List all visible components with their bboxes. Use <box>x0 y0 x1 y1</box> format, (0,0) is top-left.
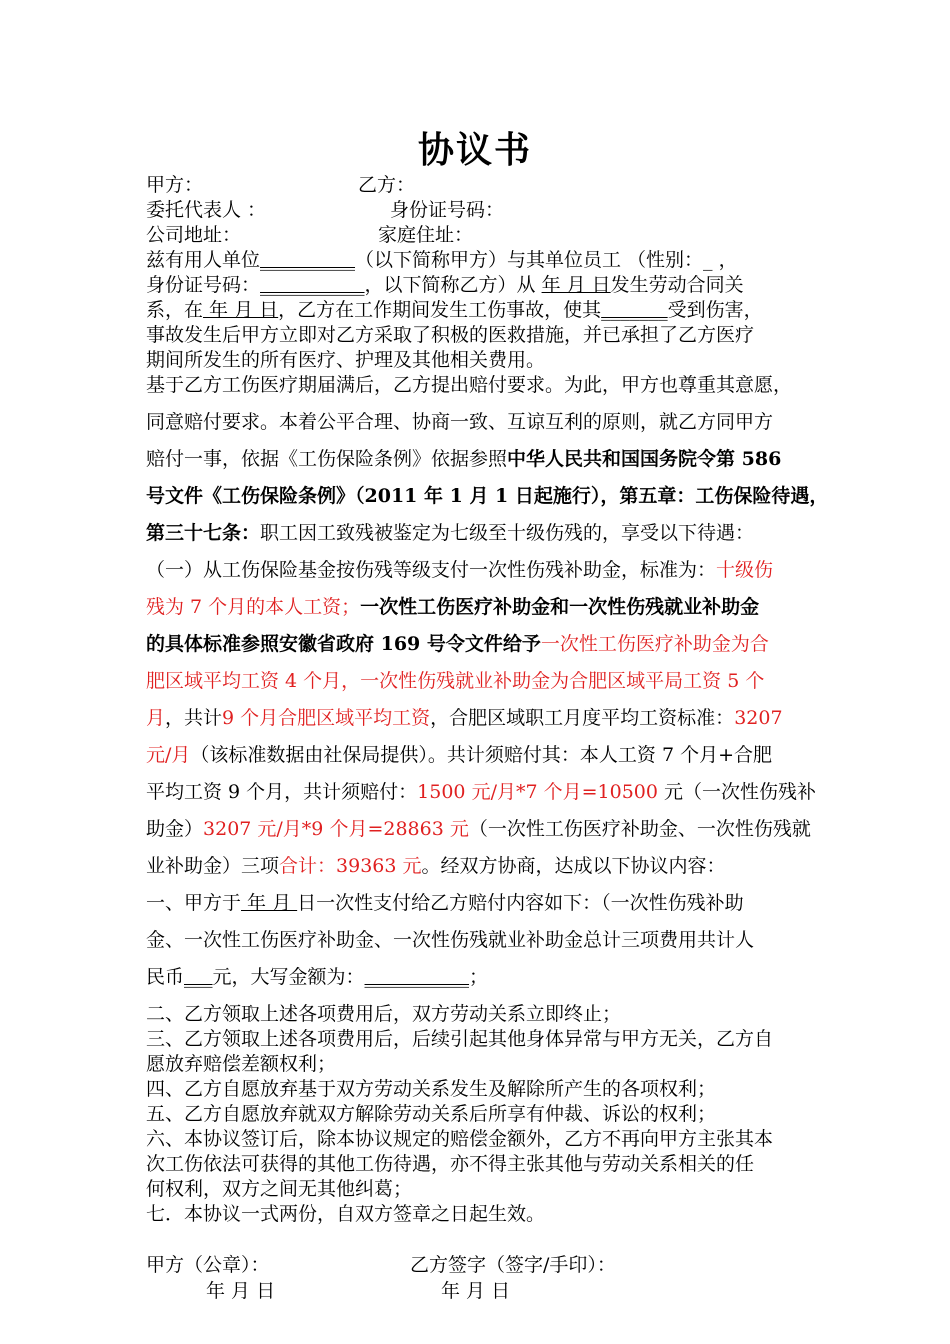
text-segment: 残为 7 个月的本人工资； <box>146 596 361 618</box>
text-segment: 民币 <box>146 966 185 988</box>
text-segment: 四、乙方自愿放弃基于双方劳动关系发生及解除所产生的各项权利； <box>146 1078 717 1100</box>
text-segment: 业补助金）三项 <box>146 855 280 877</box>
body-line <box>146 1024 816 1051</box>
text-segment: 五、乙方自愿放弃就双方解除劳动关系后所享有仲裁、诉讼的权利； <box>146 1103 717 1125</box>
blank-field: 年 月 日 <box>541 274 611 296</box>
body-line <box>146 444 816 471</box>
body-line <box>146 851 816 878</box>
text-segment: 何权利，双方之间无其他纠葛； <box>146 1178 413 1200</box>
blank-field: 年 月 <box>241 892 298 914</box>
text-segment: 1500 元/月*7 个月=10500 <box>417 781 658 803</box>
text-segment: 同意赔付要求。本着公平合理、协商一致、互谅互利的原则，就乙方同甲方 <box>146 411 774 433</box>
home-address-label: 家庭住址： <box>378 224 474 246</box>
text-segment: 十级伤 <box>716 559 774 581</box>
text-segment: ，合肥区域职工月度平均工资标准： <box>430 707 735 729</box>
text-segment: （一）从工伤保险基金按伤残等级支付一次性伤残补助金，标准为： <box>146 559 717 581</box>
text-segment: 月 <box>146 707 166 729</box>
text-segment: ； <box>469 966 489 988</box>
text-segment: 系，在 <box>146 299 204 321</box>
text-segment: 兹有用人单位 <box>146 249 261 271</box>
body-line <box>146 270 816 297</box>
body-line <box>146 814 816 841</box>
text-segment: 肥区域平均工资 4 个月， <box>146 670 361 692</box>
document-title: 协议书 <box>417 129 532 171</box>
text-segment: 受到伤害， <box>667 299 763 321</box>
body-line <box>146 925 816 952</box>
blank-field: 年 月 日 <box>203 299 279 321</box>
text-segment: ，共计 <box>165 707 223 729</box>
text-segment: 发生劳动合同关 <box>610 274 744 296</box>
text-segment: （一次性工伤医疗补助金、一次性伤残就 <box>468 818 811 840</box>
text-segment: （以下简称甲方）与其单位员工 （性别：_ ， <box>355 249 738 271</box>
text-segment: 二、乙方领取上述各项费用后，双方劳动关系立即终止； <box>146 1003 622 1025</box>
text-segment: 元/月 <box>146 744 191 766</box>
body-line <box>146 407 816 434</box>
text-segment: 事故发生后甲方立即对乙方采取了积极的医救措施，并已承担了乙方医疗 <box>146 324 755 346</box>
text-segment: 元，大写金额为： <box>212 966 365 988</box>
body-line <box>146 370 816 397</box>
body-line <box>146 1099 816 1126</box>
body-line <box>146 962 816 989</box>
text-segment: 一次性伤残就业补助金为合肥区域平局工资 5 个 <box>360 670 765 692</box>
text-segment: 3207 <box>734 707 783 729</box>
body-line <box>146 1074 816 1101</box>
blank-field: ___________ <box>260 274 365 296</box>
text-segment: 平均工资 9 个月，共计须赔付： <box>146 781 418 803</box>
text-segment: 。经双方协商，达成以下协议内容： <box>421 855 726 877</box>
body-line <box>146 320 816 347</box>
text-segment: 中华人民共和国国务院令第 586 <box>507 448 782 470</box>
text-segment: 的具体标准参照安徽省政府 169 号令文件给予 <box>146 633 541 655</box>
body-line <box>146 295 816 322</box>
text-segment: 一次性工伤医疗补助金为合 <box>540 633 769 655</box>
text-segment: 号文件《工伤保险条例》（2011 年 1 月 1 日起施行），第五章：工伤保险待遇， <box>146 485 829 507</box>
text-segment: 元（一次性伤残补 <box>657 781 817 803</box>
party-b-date: 年 月 日 <box>441 1280 511 1302</box>
body-line <box>146 999 816 1026</box>
text-segment: 职工因工致残被鉴定为七级至十级伤残的，享受以下待遇： <box>260 522 755 544</box>
text-segment: 助金） <box>146 818 204 840</box>
text-segment: 三、乙方领取上述各项费用后，后续引起其他身体异常与甲方无关，乙方自 <box>146 1028 774 1050</box>
body-line <box>146 1049 816 1076</box>
party-b-signature-label: 乙方签字（签字/手印）： <box>410 1254 616 1276</box>
body-line <box>146 245 816 272</box>
party-a-signature-label: 甲方（公章）： <box>146 1254 270 1276</box>
party-b-label: 乙方： <box>358 174 416 196</box>
party-a-date: 年 月 日 <box>206 1280 276 1302</box>
company-address-label: 公司地址： <box>146 224 242 246</box>
text-segment: 七．本协议一式两份，自双方签章之日起生效。 <box>146 1203 546 1225</box>
body-line <box>146 888 816 915</box>
body-line <box>146 703 816 730</box>
text-segment: （该标准数据由社保局提供）。共计须赔付其：本人工资 7 个月+合肥 <box>190 744 772 766</box>
body-line <box>146 777 816 804</box>
blank-field: _______ <box>601 299 668 321</box>
blank-field: ___________ <box>364 966 470 988</box>
text-segment: 期间所发生的所有医疗、护理及其他相关费用。 <box>146 349 546 371</box>
body-line <box>146 518 816 545</box>
id-number-label: 身份证号码： <box>390 199 505 221</box>
text-segment: 基于乙方工伤医疗期届满后，乙方提出赔付要求。为此，甲方也尊重其意愿， <box>146 374 793 396</box>
body-line <box>146 629 816 656</box>
body-line <box>146 555 816 582</box>
blank-field: __________ <box>260 249 356 271</box>
text-segment: 赔付一事，依据《工伤保险条例》依据参照 <box>146 448 508 470</box>
body-line <box>146 345 816 372</box>
agent-label: 委托代表人 ： <box>146 199 267 221</box>
body-line <box>146 592 816 619</box>
text-segment: 身份证号码： <box>146 274 261 296</box>
body-line <box>146 481 829 508</box>
text-segment: 9 个月合肥区域平均工资 <box>222 707 431 729</box>
text-segment: 3207 元/月*9 个月=28863 元 <box>203 818 469 840</box>
text-segment: 愿放弃赔偿差额权利； <box>146 1053 337 1075</box>
text-segment: 第三十七条： <box>146 522 261 544</box>
body-line <box>146 1149 816 1176</box>
body-line <box>146 740 816 767</box>
blank-field: ___ <box>184 966 213 988</box>
text-segment: 次工伤依法可获得的其他工伤待遇，亦不得主张其他与劳动关系相关的任 <box>146 1153 755 1175</box>
text-segment: 一次性工伤医疗补助金和一次性伤残就业补助金 <box>360 596 760 618</box>
body-line <box>146 666 816 693</box>
body-line <box>146 1124 816 1151</box>
text-segment: ，以下简称乙方）从 <box>364 274 542 296</box>
text-segment: ，乙方在工作期间发生工伤事故，使其 <box>278 299 602 321</box>
text-segment: 六、本协议签订后，除本协议规定的赔偿金额外，乙方不再向甲方主张其本 <box>146 1128 774 1150</box>
text-segment: 金、一次性工伤医疗补助金、一次性伤残就业补助金总计三项费用共计人 <box>146 929 755 951</box>
text-segment: 合计：39363 元 <box>279 855 422 877</box>
text-segment: 日一次性支付给乙方赔付内容如下：（一次性伤残补助 <box>297 892 744 914</box>
text-segment: 一、甲方于 <box>146 892 242 914</box>
body-line <box>146 1199 816 1226</box>
party-a-label: 甲方： <box>146 174 204 196</box>
body-line <box>146 1174 816 1201</box>
